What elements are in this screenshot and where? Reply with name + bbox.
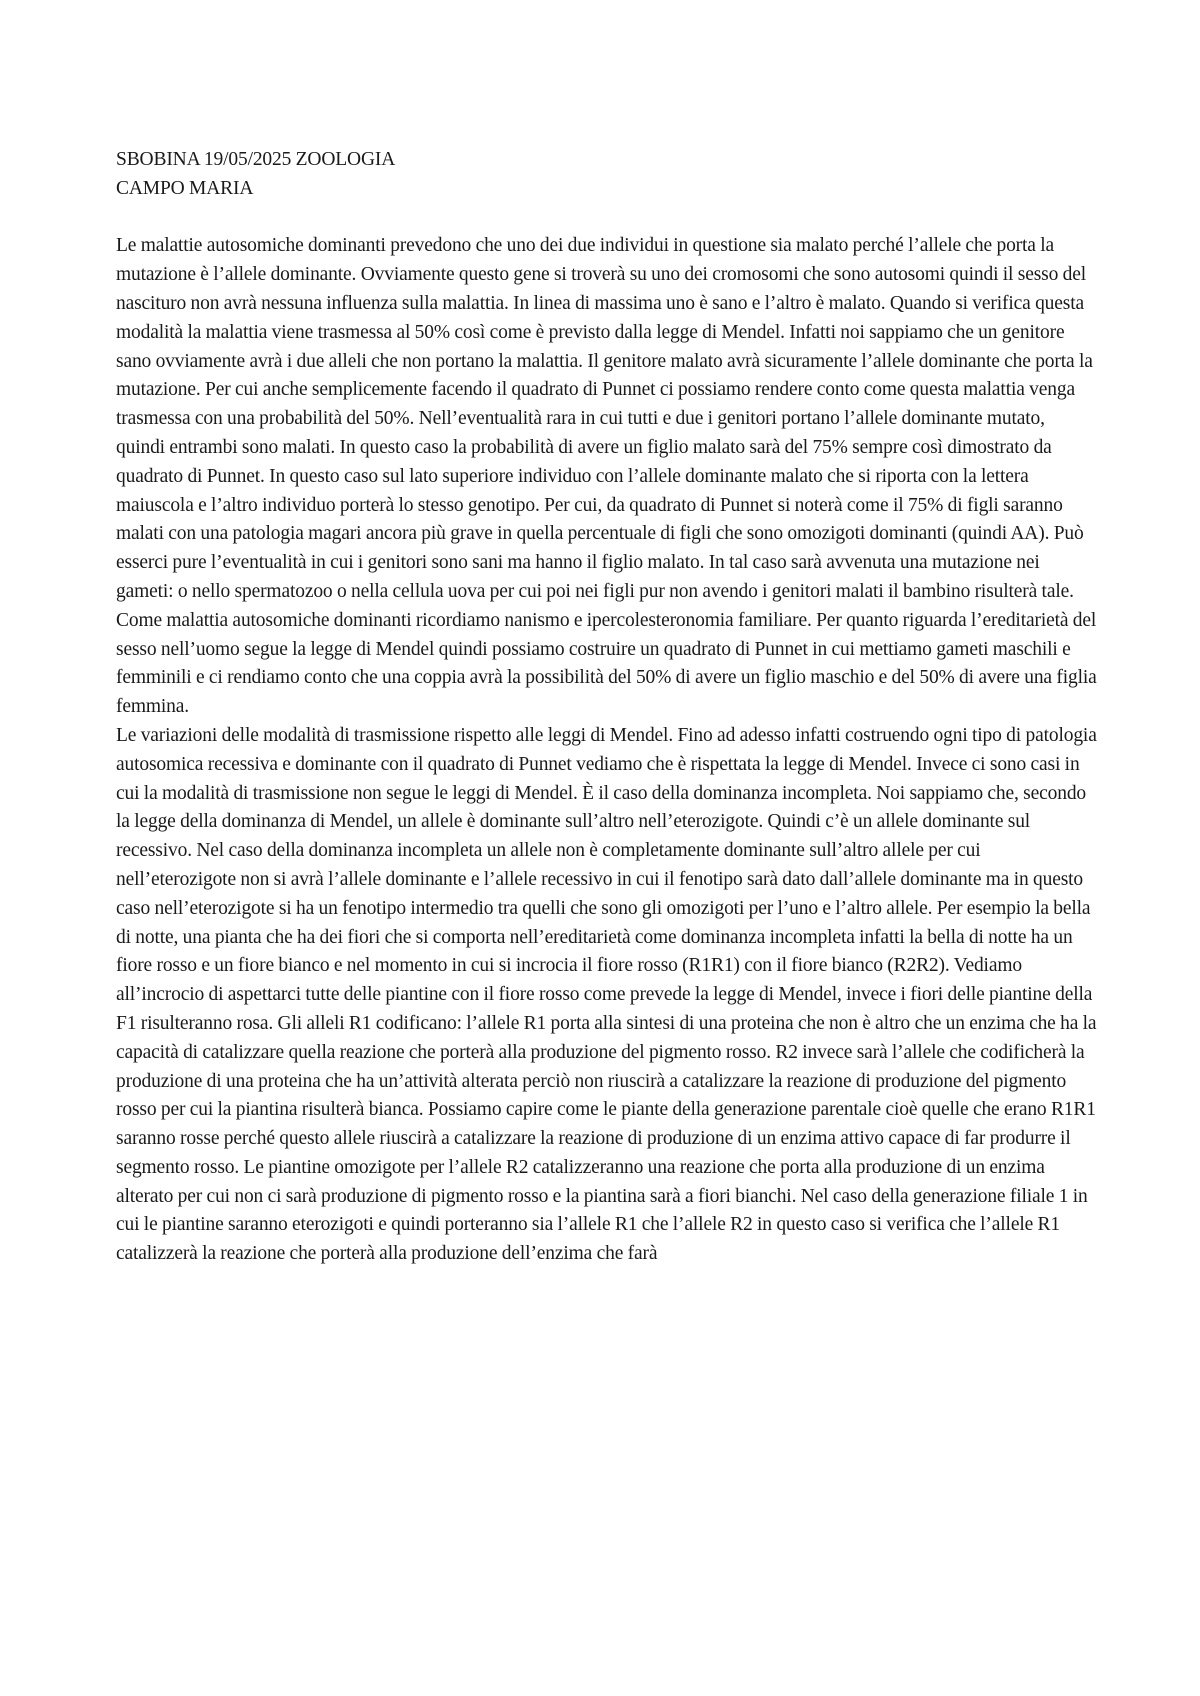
paragraph-dominant-diseases: Le malattie autosomiche dominanti prevedono che uno dei due individui in questione sia malato perché l’allele che porta la mutazione è l’allele dominante. Ovviamente questo gene si troverà su uno dei cromosomi che sono autosomi quindi il sesso del nascituro non avrà nessuna influenza sulla malattia. In linea di massima uno è sano e l’altro è malato. Quando si verifica questa modalità la malattia viene trasmessa al 50% così come è previsto dalla legge di Mendel. Infatti noi sappiamo che un genitore sano ovviamente avrà i due alleli che non portano la malattia. Il genitore malato avrà sicuramente l’allele dominante che porta la mutazione. Per cui anche semplicemente facendo il quadrato di Punnet ci possiamo rendere conto come questa malattia venga trasmessa con una probabilità del 50%. Nell’eventualità rara in cui tutti e due i genitori portano l’allele dominante mutato, quindi entrambi sono malati. In questo caso la probabilità di avere un figlio malato sarà del 75% sempre così dimostrato da quadrato di Punnet. In questo caso sul lato superiore individuo con l’allele dominante malato che si riporta con la lettera maiuscola e l’altro individuo porterà lo stesso genotipo. Per cui, da quadrato di Punnet si noterà come il 75% di figli saranno malati con una patologia magari ancora più grave in quella percentuale di figli che sono omozigoti dominanti (quindi AA). Può esserci pure l’eventualità in cui i genitori sono sani ma hanno il figlio malato. In tal caso sarà avvenuta una mutazione nei gameti: o nello spermatozoo o nella cellula uova per cui poi nei figli pur non avendo i genitori malati il bambino risulterà tale. Come malattia autosomiche dominanti ricordiamo nanismo e ipercolesteronomia familiare. Per quanto riguarda l’ereditarietà del sesso nell’uomo segue la legge di Mendel quindi possiamo costruire un quadrato di Punnet in cui mettiamo gameti maschili e femminili e ci rendiamo conto che una coppia avrà la possibilità del 50% di avere un figlio maschio e del 50% di avere una figlia femmina. (116, 235, 1097, 718)
document-body (116, 146, 1098, 1269)
header-title: SBOBINA 19/05/2025 ZOOLOGIA (116, 149, 396, 170)
document-header (116, 146, 1098, 204)
paragraph-incomplete-dominance: Le variazioni delle modalità di trasmissione rispetto alle leggi di Mendel. Fino ad adesso infatti costruendo ogni tipo di patologia autosomica recessiva e dominante con il quadrato di Punnet vediamo che è rispettata la legge di Mendel. Invece ci sono casi in cui la modalità di trasmissione non segue le leggi di Mendel. È il caso della dominanza incompleta. Noi sappiamo che, secondo la legge della dominanza di Mendel, un allele è dominante sull’altro nell’eterozigote. Quindi c’è un allele dominante sul recessivo. Nel caso della dominanza incompleta un allele non è completamente dominante sull’altro allele per cui nell’eterozigote non si avrà l’allele dominante e l’allele recessivo in cui il fenotipo sarà dato dall’allele dominante ma in questo caso nell’eterozigote si ha un fenotipo intermedio tra quelli che sono gli omozigoti per l’uno e l’altro allele. Per esempio la bella di notte, una pianta che ha dei fiori che si comporta nell’ereditarietà come dominanza incompleta infatti la bella di notte ha un fiore rosso e un fiore bianco e nel momento in cui si incrocia il fiore rosso (R1R1) con il fiore bianco (R2R2). Vediamo all’incrocio di aspettarci tutte delle piantine con il fiore rosso come prevede la legge di Mendel, invece i fiori delle piantine della F1 risulteranno rosa. Gli alleli R1 codificano: l’allele R1 porta alla sintesi di una proteina che non è altro che un enzima che ha la capacità di catalizzare quella reazione che porterà alla produzione del pigmento rosso. R2 invece sarà l’allele che codificherà la produzione di una proteina che ha un’attività alterata perciò non riuscirà a catalizzare la reazione di produzione del pigmento rosso per cui la piantina risulterà bianca. Possiamo capire come le piante della generazione parentale cioè quelle che erano R1R1 saranno rosse perché questo allele riuscirà a catalizzare la reazione di produzione di un enzima attivo capace di far produrre il segmento rosso. Le piantine omozigote per l’allele R2 catalizzeranno una reazione che porta alla produzione di un enzima alterato per cui non ci sarà produzione di pigmento rosso e la piantina sarà a fiori bianchi. Nel caso della generazione filiale 1 in cui le piantine saranno eterozigoti e quindi porteranno sia l’allele R1 che l’allele R2 in questo caso si verifica che l’allele R1 catalizzerà la reazione che porterà alla produzione dell’enzima che farà (116, 724, 1097, 1265)
header-author: CAMPO MARIA (116, 177, 254, 199)
